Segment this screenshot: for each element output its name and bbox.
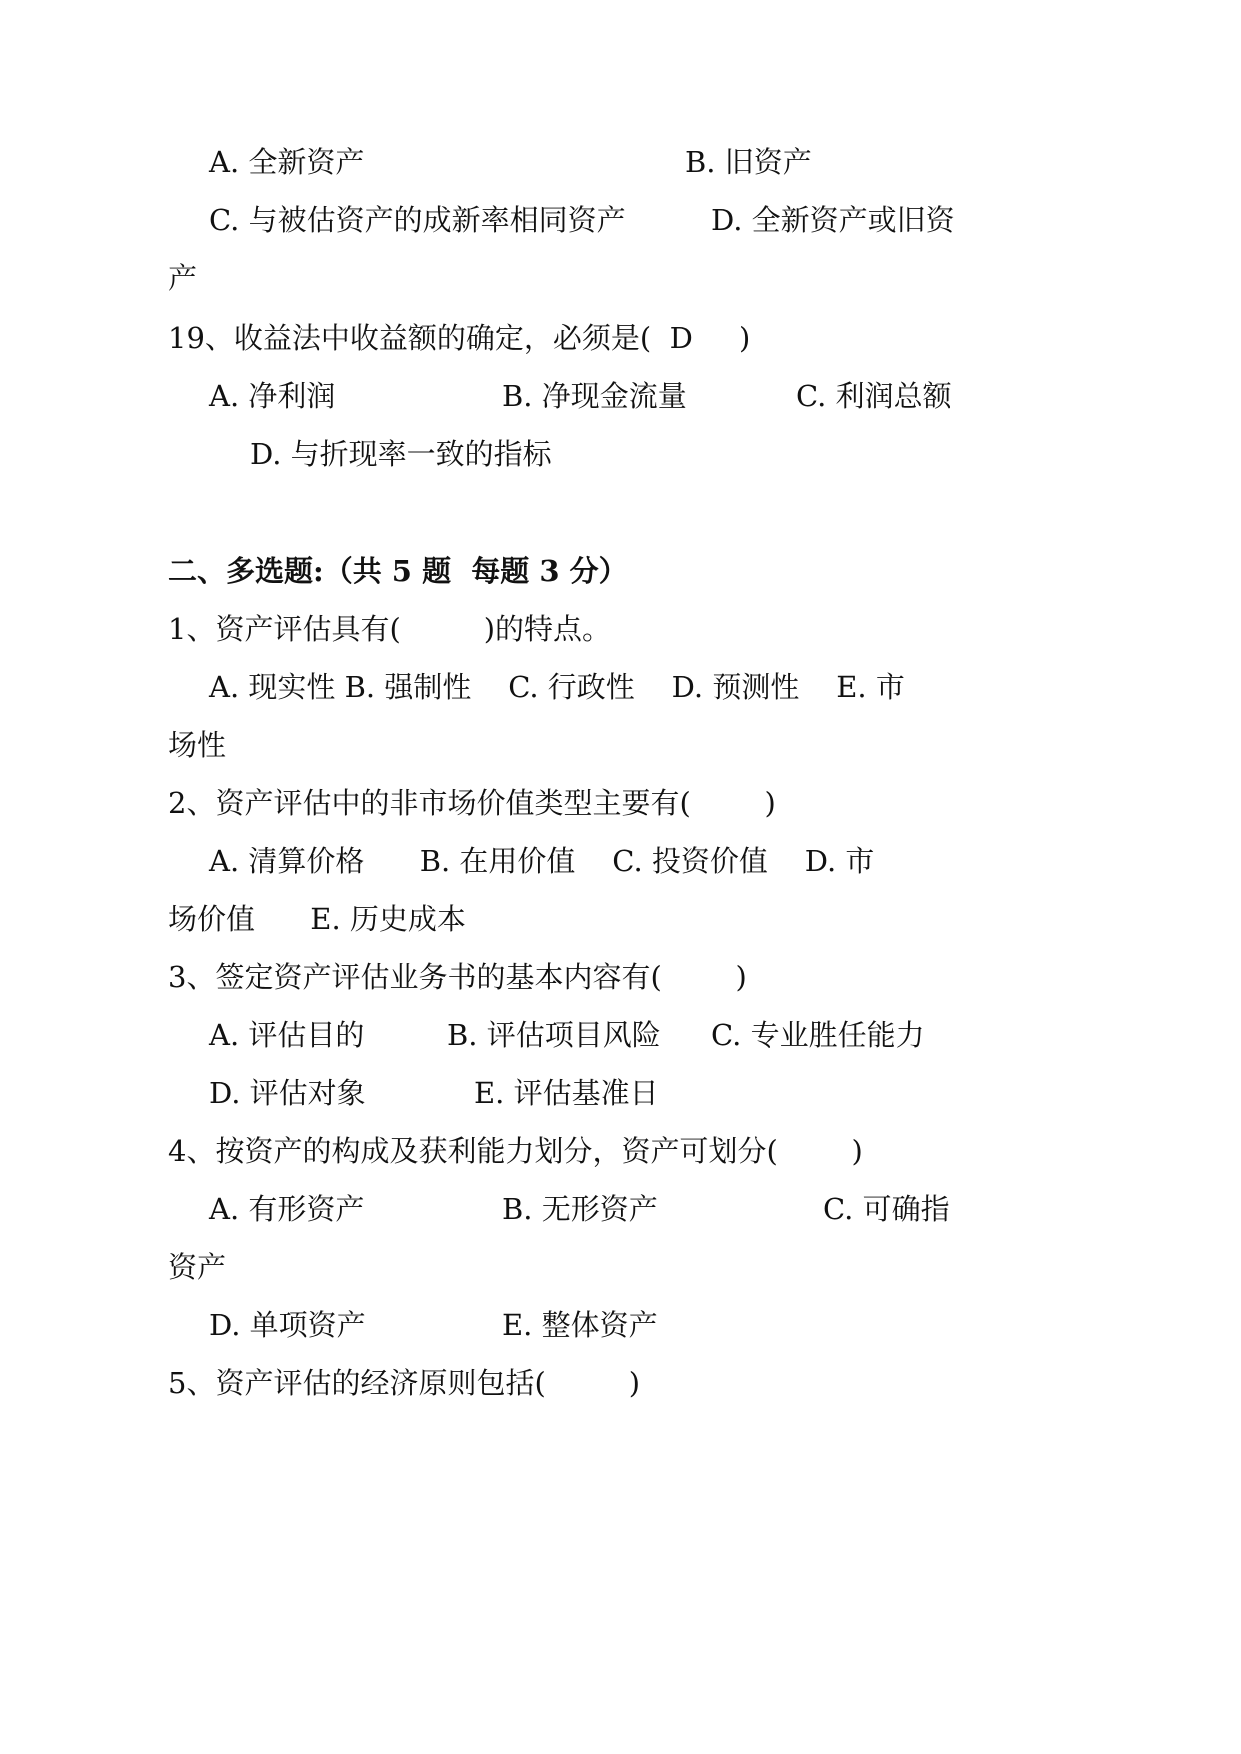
mq4-option-d: D. 单项资产 <box>209 1308 366 1342</box>
q19-option-a: A. 净利润 <box>209 379 336 413</box>
mq4-option-c: C. 可确指 <box>823 1192 950 1226</box>
q18-option-c: C. 与被估资产的成新率相同资产 <box>209 203 626 237</box>
mq3-option-a: A. 评估目的 <box>209 1018 365 1052</box>
mq1-options-cont: 场性 <box>168 728 227 762</box>
mq5-stem: 5、资产评估的经济原则包括( ) <box>168 1366 641 1400</box>
q18-option-b: B. 旧资产 <box>685 145 812 179</box>
q18-option-d-cont: 产 <box>168 261 198 295</box>
mq1-stem: 1、资产评估具有( )的特点。 <box>168 612 612 646</box>
q18-option-a: A. 全新资产 <box>209 145 365 179</box>
q19-option-d: D. 与折现率一致的指标 <box>250 437 552 471</box>
mq3-option-d: D. 评估对象 <box>209 1076 366 1110</box>
q18-option-d: D. 全新资产或旧资 <box>711 203 955 237</box>
mq2-stem: 2、资产评估中的非市场价值类型主要有( ) <box>168 786 776 820</box>
mq4-option-e: E. 整体资产 <box>502 1308 658 1342</box>
mq4-option-a: A. 有形资产 <box>209 1192 365 1226</box>
q19-option-c: C. 利润总额 <box>796 379 952 413</box>
mq3-option-c: C. 专业胜任能力 <box>711 1018 925 1052</box>
section-heading: 二、多选题:（共 5 题 每题 3 分） <box>168 554 628 588</box>
mq2-options-cont: 场价值 E. 历史成本 <box>168 902 466 936</box>
mq3-stem: 3、签定资产评估业务书的基本内容有( ) <box>168 960 747 994</box>
mq2-options: A. 清算价格 B. 在用价值 C. 投资价值 D. 市 <box>209 844 875 878</box>
mq3-option-b: B. 评估项目风险 <box>447 1018 661 1052</box>
mq4-option-b: B. 无形资产 <box>502 1192 658 1226</box>
q19-option-b: B. 净现金流量 <box>502 379 687 413</box>
mq1-options: A. 现实性 B. 强制性 C. 行政性 D. 预测性 E. 市 <box>209 670 905 704</box>
mq3-option-e: E. 评估基准日 <box>474 1076 659 1110</box>
mq4-option-c-cont: 资产 <box>168 1250 227 1284</box>
q19-stem: 19、收益法中收益额的确定，必须是( D ) <box>168 321 751 355</box>
mq4-stem: 4、按资产的构成及获利能力划分，资产可划分( ) <box>168 1134 863 1168</box>
